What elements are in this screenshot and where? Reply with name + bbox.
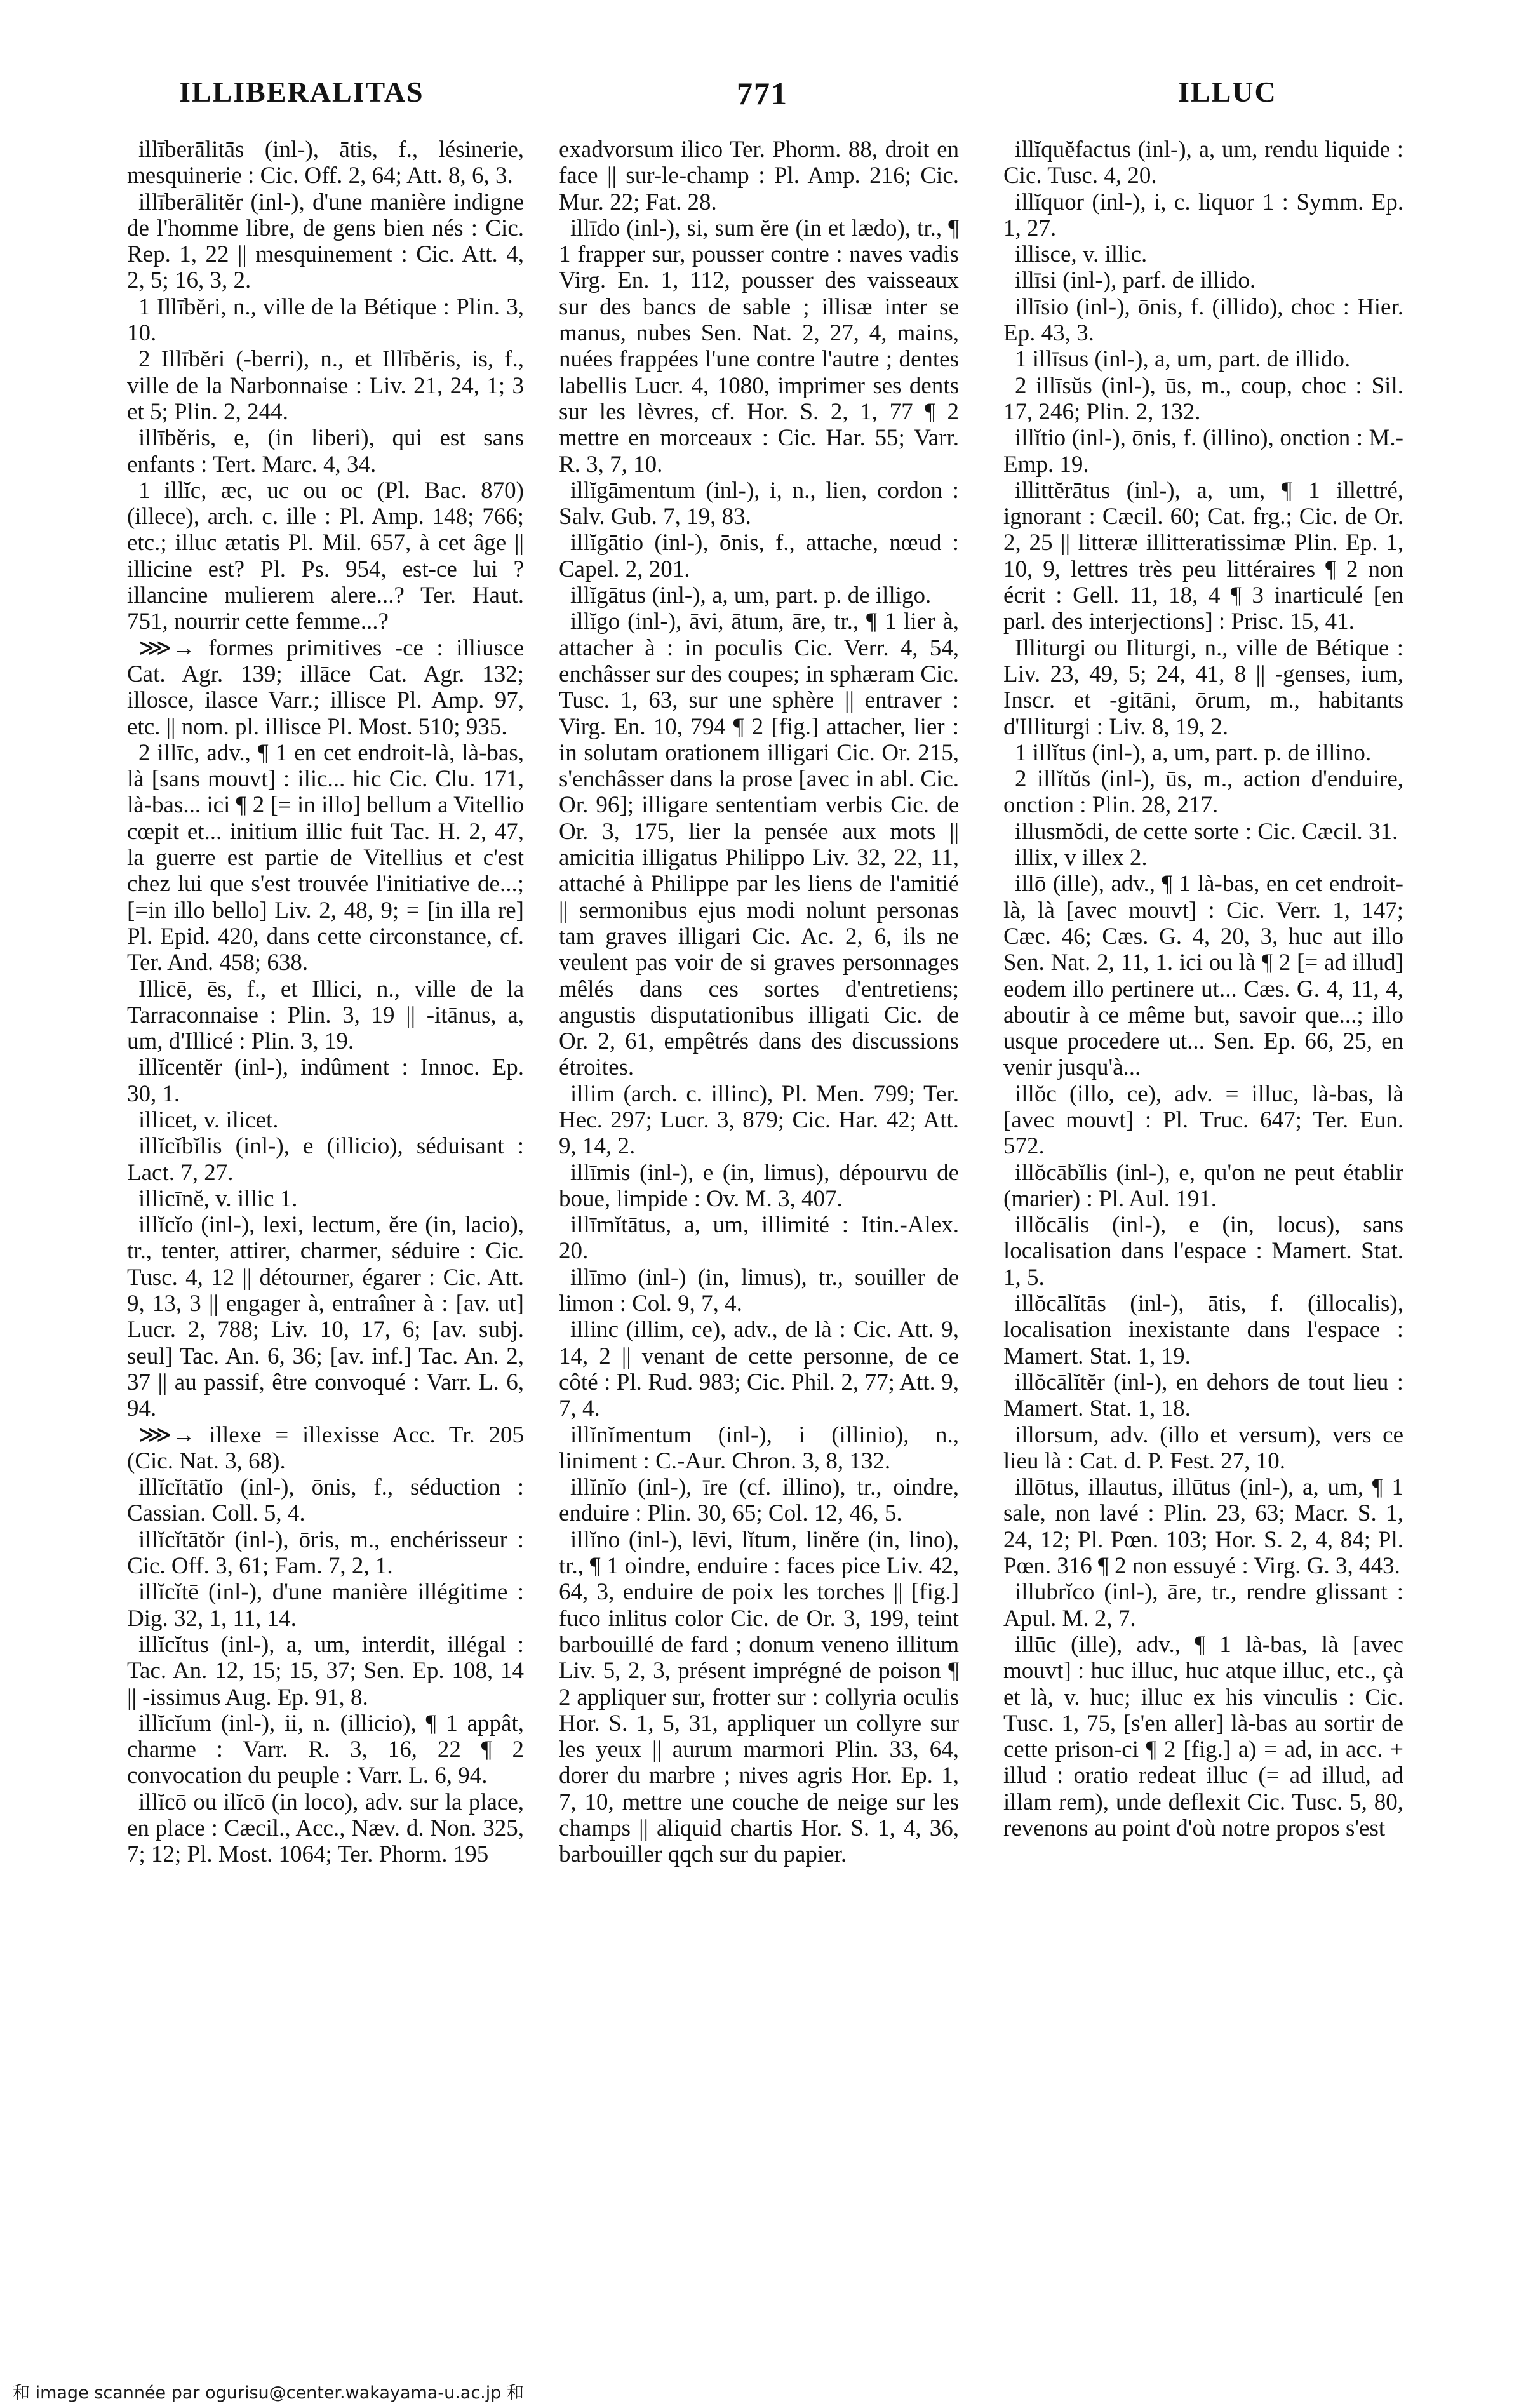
dictionary-entry: illĭcĭo (inl-), lexi, lectum, ĕre (in, lacio), tr., tenter, attirer, charmer, séduire : Cic. Tusc. 4, 12 || détourner, égarer : Cic. Att. 9, 13, 3 || engager à, entraîner à : [av. ut] Lucr. 2, 788; Liv. 10, 17, 6; [av. subj. seul] Tac. An. 6, 36; [av. inf.] Tac. An. 2, 37 || au passif, être convoqué : Varr. L. 6, 94. xyxy=(127,1212,524,1422)
dictionary-entry: illŏcābĭlis (inl-), e, qu'on ne peut établir (marier) : Pl. Aul. 191. xyxy=(1003,1159,1403,1212)
dictionary-entry: illĭgātio (inl-), ōnis, f., attache, nœud : Capel. 2, 201. xyxy=(559,530,959,582)
dictionary-entry: exadvorsum ilico Ter. Phorm. 88, droit en face || sur-le-champ : Pl. Amp. 216; Cic. Mur. 22; Fat. 28. xyxy=(559,137,959,215)
dictionary-entry: illĭcĭtē (inl-), d'une manière illégitime : Dig. 32, 1, 11, 14. xyxy=(127,1579,524,1632)
dictionary-entry: ⋙→ formes primitives -ce : illiusce Cat. Agr. 139; illāce Cat. Agr. 132; illosce, ilasce Varr.; illisce Pl. Amp. 97, etc. || nom. pl. illisce Pl. Most. 510; 935. xyxy=(127,635,524,740)
dictionary-entry: 2 illīc, adv., ¶ 1 en cet endroit-là, là-bas, là [sans mouvt] : ilic... hic Cic. Clu. 171, là-bas... ici ¶ 2 [= in illo] bellum a Vitellio cœpit et... initium illic fuit Tac. H. 2, 47, la guerre est partie de Vitellius et c'est chez lui que s'est trouvée l'initiative de...; [=in illo bello] Liv. 2, 48, 9; = [in illa re] Pl. Epid. 420, dans cette circonstance, cf. Ter. And. 458; 638. xyxy=(127,739,524,976)
dictionary-entry: illūc (ille), adv., ¶ 1 là-bas, là [avec mouvt] : huc illuc, huc atque illuc, etc., çà et là, v. huc; illuc ex his vinculis : Cic. Tusc. 1, 75, [s'en aller] là-bas au sortir de cette prison-ci ¶ 2 [fig.] a) = ad, in acc. + illud : oratio redeat illuc (= ad illud, ad illam rem), unde deflexit Cic. Tusc. 5, 80, revenons au point d'où notre propos s'est xyxy=(1003,1631,1403,1841)
dictionary-entry: illim (arch. c. illinc), Pl. Men. 799; Ter. Hec. 297; Lucr. 3, 879; Cic. Har. 42; Att. 9, 14, 2. xyxy=(559,1080,959,1160)
dictionary-entry: illĭgātus (inl-), a, um, part. p. de illigo. xyxy=(570,582,932,609)
dictionary-entry: illĭcĭum (inl-), ii, n. (illicio), ¶ 1 appât, charme : Varr. R. 3, 16, 22 ¶ 2 convocation du peuple : Varr. L. 6, 94. xyxy=(127,1710,524,1789)
dictionary-entry: Illiturgi ou Iliturgi, n., ville de Bétique : Liv. 23, 49, 5; 24, 41, 8 || -genses, ium, Inscr. et -gitāni, ōrum, m., habitants d'Illiturgi : Liv. 8, 19, 2. xyxy=(1003,635,1403,740)
dictionary-entry: illĭcĭtātŏr (inl-), ōris, m., enchérisseur : Cic. Off. 3, 61; Fam. 7, 2, 1. xyxy=(127,1526,524,1580)
dictionary-entry: illix, v illex 2. xyxy=(1015,845,1148,871)
dictionary-entry: illīmo (inl-) (in, limus), tr., souiller de limon : Col. 9, 7, 4. xyxy=(559,1264,959,1317)
dictionary-entry: illubrĭco (inl-), āre, tr., rendre glissant : Apul. M. 2, 7. xyxy=(1003,1579,1403,1632)
dictionary-entry: illĭgo (inl-), āvi, ātum, āre, tr., ¶ 1 lier à, attacher à : in poculis Cic. Verr. 4, 54, enchâsser sur des coupes; in sphæram Cic. Tusc. 1, 63, sur une sphère || entraver : Virg. En. 10, 794 ¶ 2 [fig.] attacher, lier : in solutam orationem illigari Cic. Or. 215, s'enchâsser dans la prose [avec in abl. Cic. Or. 96]; illigare sententiam verbis Cic. de Or. 3, 175, lier la pensée aux mots || amicitia illigatus Philippo Liv. 32, 22, 11, attaché à Philippe par les liens de l'amitié || sermonibus ejus modi nolunt personas tam graves illigari Cic. Ac. 2, 6, ils ne veulent pas voir de si graves personnages mêlés dans ces sortes d'entretiens; angustis disputationibus illigati Cic. de Or. 2, 61, empêtrés dans des discussions étroites. xyxy=(559,608,959,1081)
dictionary-entry: illīberālitĕr (inl-), d'une manière indigne de l'homme libre, de gens bien nés : Cic. Rep. 1, 22 || mesquinement : Cic. Att. 4, 2, 5; 16, 3, 2. xyxy=(127,189,524,294)
dictionary-entry: illīsi (inl-), parf. de illido. xyxy=(1015,267,1256,294)
running-head-right: ILLUC xyxy=(1178,76,1277,108)
dictionary-entry: illĭcĭtātĭo (inl-), ōnis, f., séduction : Cassian. Coll. 5, 4. xyxy=(127,1474,524,1527)
dictionary-entry: 2 illīsŭs (inl-), ūs, m., coup, choc : Sil. 17, 246; Plin. 2, 132. xyxy=(1003,372,1403,425)
dictionary-entry: illōtus, illautus, illūtus (inl-), a, um, ¶ 1 sale, non lavé : Plin. 23, 63; Macr. S. 1, 24, 12; Pl. Pœn. 103; Hor. S. 2, 4, 84; Pl. Pœn. 316 ¶ 2 non essuyé : Virg. G. 3, 443. xyxy=(1003,1474,1403,1580)
dictionary-entry: illĭgāmentum (inl-), i, n., lien, cordon : Salv. Gub. 7, 19, 83. xyxy=(559,477,959,530)
dictionary-column-1 xyxy=(127,137,524,1868)
dictionary-entry: illĭcentĕr (inl-), indûment : Innoc. Ep. 30, 1. xyxy=(127,1054,524,1107)
dictionary-entry: illĭcō ou ilĭcō (in loco), adv. sur la place, en place : Cæcil., Acc., Næv. d. Non. 325, 7; 12; Pl. Most. 1064; Ter. Phorm. 195 xyxy=(127,1789,524,1868)
dictionary-entry: 1 illĭtus (inl-), a, um, part. p. de illino. xyxy=(1015,739,1372,766)
dictionary-entry: illicīnĕ, v. illic 1. xyxy=(138,1185,298,1212)
dictionary-entry: illĭcĭbĭlis (inl-), e (illicio), séduisant : Lact. 7, 27. xyxy=(127,1133,524,1186)
dictionary-entry: illĭcĭtus (inl-), a, um, interdit, illégal : Tac. An. 12, 15; 15, 37; Sen. Ep. 108, 14 || -issimus Aug. Ep. 91, 8. xyxy=(127,1631,524,1710)
dictionary-entry: illinc (illim, ce), adv., de là : Cic. Att. 9, 14, 2 || venant de cette personne, de ce côté : Pl. Rud. 983; Cic. Phil. 2, 77; Att. 9, 7, 4. xyxy=(559,1317,959,1422)
dictionary-entry: illībĕris, e, (in liberi), qui est sans enfants : Tert. Marc. 4, 34. xyxy=(127,425,524,478)
dictionary-entry: illĭnĭo (inl-), īre (cf. illino), tr., oindre, enduire : Plin. 30, 65; Col. 12, 46, 5. xyxy=(559,1474,959,1527)
dictionary-entry: 1 illĭc, æc, uc ou oc (Pl. Bac. 870) (illece), arch. c. ille : Pl. Amp. 148; 766; etc.; illuc ætatis Pl. Mil. 657, à cet âge || illicine est? Pl. Ps. 954, est-ce lui ? illancine mulierem alere...? Ter. Haut. 751, nourrir cette femme...? xyxy=(127,477,524,635)
dictionary-entry: illīsio (inl-), ōnis, f. (illido), choc : Hier. Ep. 43, 3. xyxy=(1003,293,1403,347)
dictionary-entry: illŏcālis (inl-), e (in, locus), sans localisation dans l'espace : Mamert. Stat. 1, 5. xyxy=(1003,1212,1403,1291)
dictionary-entry: illĭtio (inl-), ōnis, f. (illino), onction : M.-Emp. 19. xyxy=(1003,425,1403,478)
dictionary-entry: 2 illĭtŭs (inl-), ūs, m., action d'enduire, onction : Plin. 28, 217. xyxy=(1003,766,1403,819)
dictionary-entry: 1 Illībĕri, n., ville de la Bétique : Plin. 3, 10. xyxy=(127,293,524,347)
dictionary-entry: illicet, v. ilicet. xyxy=(138,1106,279,1133)
dictionary-entry: illisce, v. illic. xyxy=(1015,241,1148,268)
dictionary-column-3 xyxy=(1003,137,1403,1841)
dictionary-entry: ⋙→ illexe = illexisse Acc. Tr. 205 (Cic. Nat. 3, 68). xyxy=(127,1421,524,1474)
page-number: 771 xyxy=(737,76,788,111)
scan-credit: 和 image scannée par ogurisu@center.wakayama-u.ac.jp 和 xyxy=(13,2383,524,2403)
dictionary-entry: illīmis (inl-), e (in, limus), dépourvu de boue, limpide : Ov. M. 3, 407. xyxy=(559,1159,959,1212)
dictionary-entry: illō (ille), adv., ¶ 1 là-bas, en cet endroit-là, là [avec mouvt] : Cic. Verr. 1, 147; Cæc. 46; Cæs. G. 4, 20, 3, huc aut illo Sen. Nat. 2, 11, 1. ici ou là ¶ 2 [= ad illud] eodem illo pertinere ut... Cæs. G. 4, 11, 4, aboutir à ce même but, savoir que...; illo usque procedere ut... Sen. Ep. 66, 25, en venir jusqu'à... xyxy=(1003,871,1403,1081)
dictionary-entry: illīmĭtātus, a, um, illimité : Itin.-Alex. 20. xyxy=(559,1212,959,1265)
dictionary-entry: illĭquĕfactus (inl-), a, um, rendu liquide : Cic. Tusc. 4, 20. xyxy=(1003,137,1403,189)
dictionary-entry: illĭquor (inl-), i, c. liquor 1 : Symm. Ep. 1, 27. xyxy=(1003,189,1403,241)
dictionary-entry: 2 Illībĕri (-berri), n., et Illībĕris, is, f., ville de la Narbonnaise : Liv. 21, 24, 1; 3 et 5; Plin. 2, 244. xyxy=(127,346,524,425)
dictionary-entry: Illicē, ēs, f., et Illici, n., ville de la Tarraconnaise : Plin. 3, 19 || -itānus, a, um, d'Illicé : Plin. 3, 19. xyxy=(127,976,524,1055)
dictionary-entry: illorsum, adv. (illo et versum), vers ce lieu là : Cat. d. P. Fest. 27, 10. xyxy=(1003,1421,1403,1474)
dictionary-entry: illĭnĭmentum (inl-), i (illinio), n., liniment : C.-Aur. Chron. 3, 8, 132. xyxy=(559,1421,959,1474)
dictionary-entry: illŏc (illo, ce), adv. = illuc, là-bas, là [avec mouvt] : Pl. Truc. 647; Ter. Eun. 572. xyxy=(1003,1080,1403,1160)
dictionary-entry: illīdo (inl-), si, sum ĕre (in et lædo), tr., ¶ 1 frapper sur, pousser contre : naves vadis Virg. En. 1, 112, pousser des vaisseaux sur des bancs de sable ; illisæ inter se manus, nubes Sen. Nat. 2, 27, 4, mains, nuées frappées l'une contre l'autre ; dentes labellis Lucr. 4, 1080, imprimer ses dents sur les lèvres, cf. Hor. S. 2, 1, 77 ¶ 2 mettre en morceaux : Cic. Har. 55; Varr. R. 3, 7, 10. xyxy=(559,215,959,478)
dictionary-entry: illīberālitās (inl-), ātis, f., lésinerie, mesquinerie : Cic. Off. 2, 64; Att. 8, 6, 3. xyxy=(127,137,524,189)
dictionary-entry: illŏcālĭtās (inl-), ātis, f. (illocalis), localisation inexistante dans l'espace : Mamert. Stat. 1, 19. xyxy=(1003,1291,1403,1369)
dictionary-entry: illusmŏdi, de cette sorte : Cic. Cæcil. 31. xyxy=(1015,818,1398,845)
page-header xyxy=(0,0,1540,127)
dictionary-entry: illĭno (inl-), lēvi, lĭtum, linĕre (in, lino), tr., ¶ 1 oindre, enduire : faces pice Liv. 42, 64, 3, enduire de poix les torches || [fig.] fuco inlitus color Cic. de Or. 3, 199, teint barbouillé de fard ; donum veneno illitum Liv. 5, 2, 3, présent imprégné de poison ¶ 2 appliquer sur, frotter sur : collyria oculis Hor. S. 1, 5, 31, appliquer un collyre sur les yeux || aurum marmori Plin. 33, 64, dorer du marbre ; nives agris Hor. Ep. 1, 7, 10, mettre une couche de neige sur les champs || aliquid chartis Hor. S. 1, 4, 36, barbouiller qqch sur du papier. xyxy=(559,1526,959,1868)
dictionary-entry: illŏcālĭtĕr (inl-), en dehors de tout lieu : Mamert. Stat. 1, 18. xyxy=(1003,1369,1403,1422)
dictionary-entry: 1 illīsus (inl-), a, um, part. de illido. xyxy=(1015,346,1351,373)
running-head-left: ILLIBERALITAS xyxy=(179,76,424,108)
dictionary-entry: illittĕrātus (inl-), a, um, ¶ 1 illettré, ignorant : Cæcil. 60; Cat. frg.; Cic. de Or. 2, 25 || litteræ illitteratissimæ Plin. Ep. 1, 10, 9, lettres très peu littéraires ¶ 2 non écrit : Gell. 11, 18, 4 ¶ 3 inarticulé [en parl. des interjections] : Prisc. 15, 41. xyxy=(1003,477,1403,635)
dictionary-column-2 xyxy=(559,137,959,1868)
